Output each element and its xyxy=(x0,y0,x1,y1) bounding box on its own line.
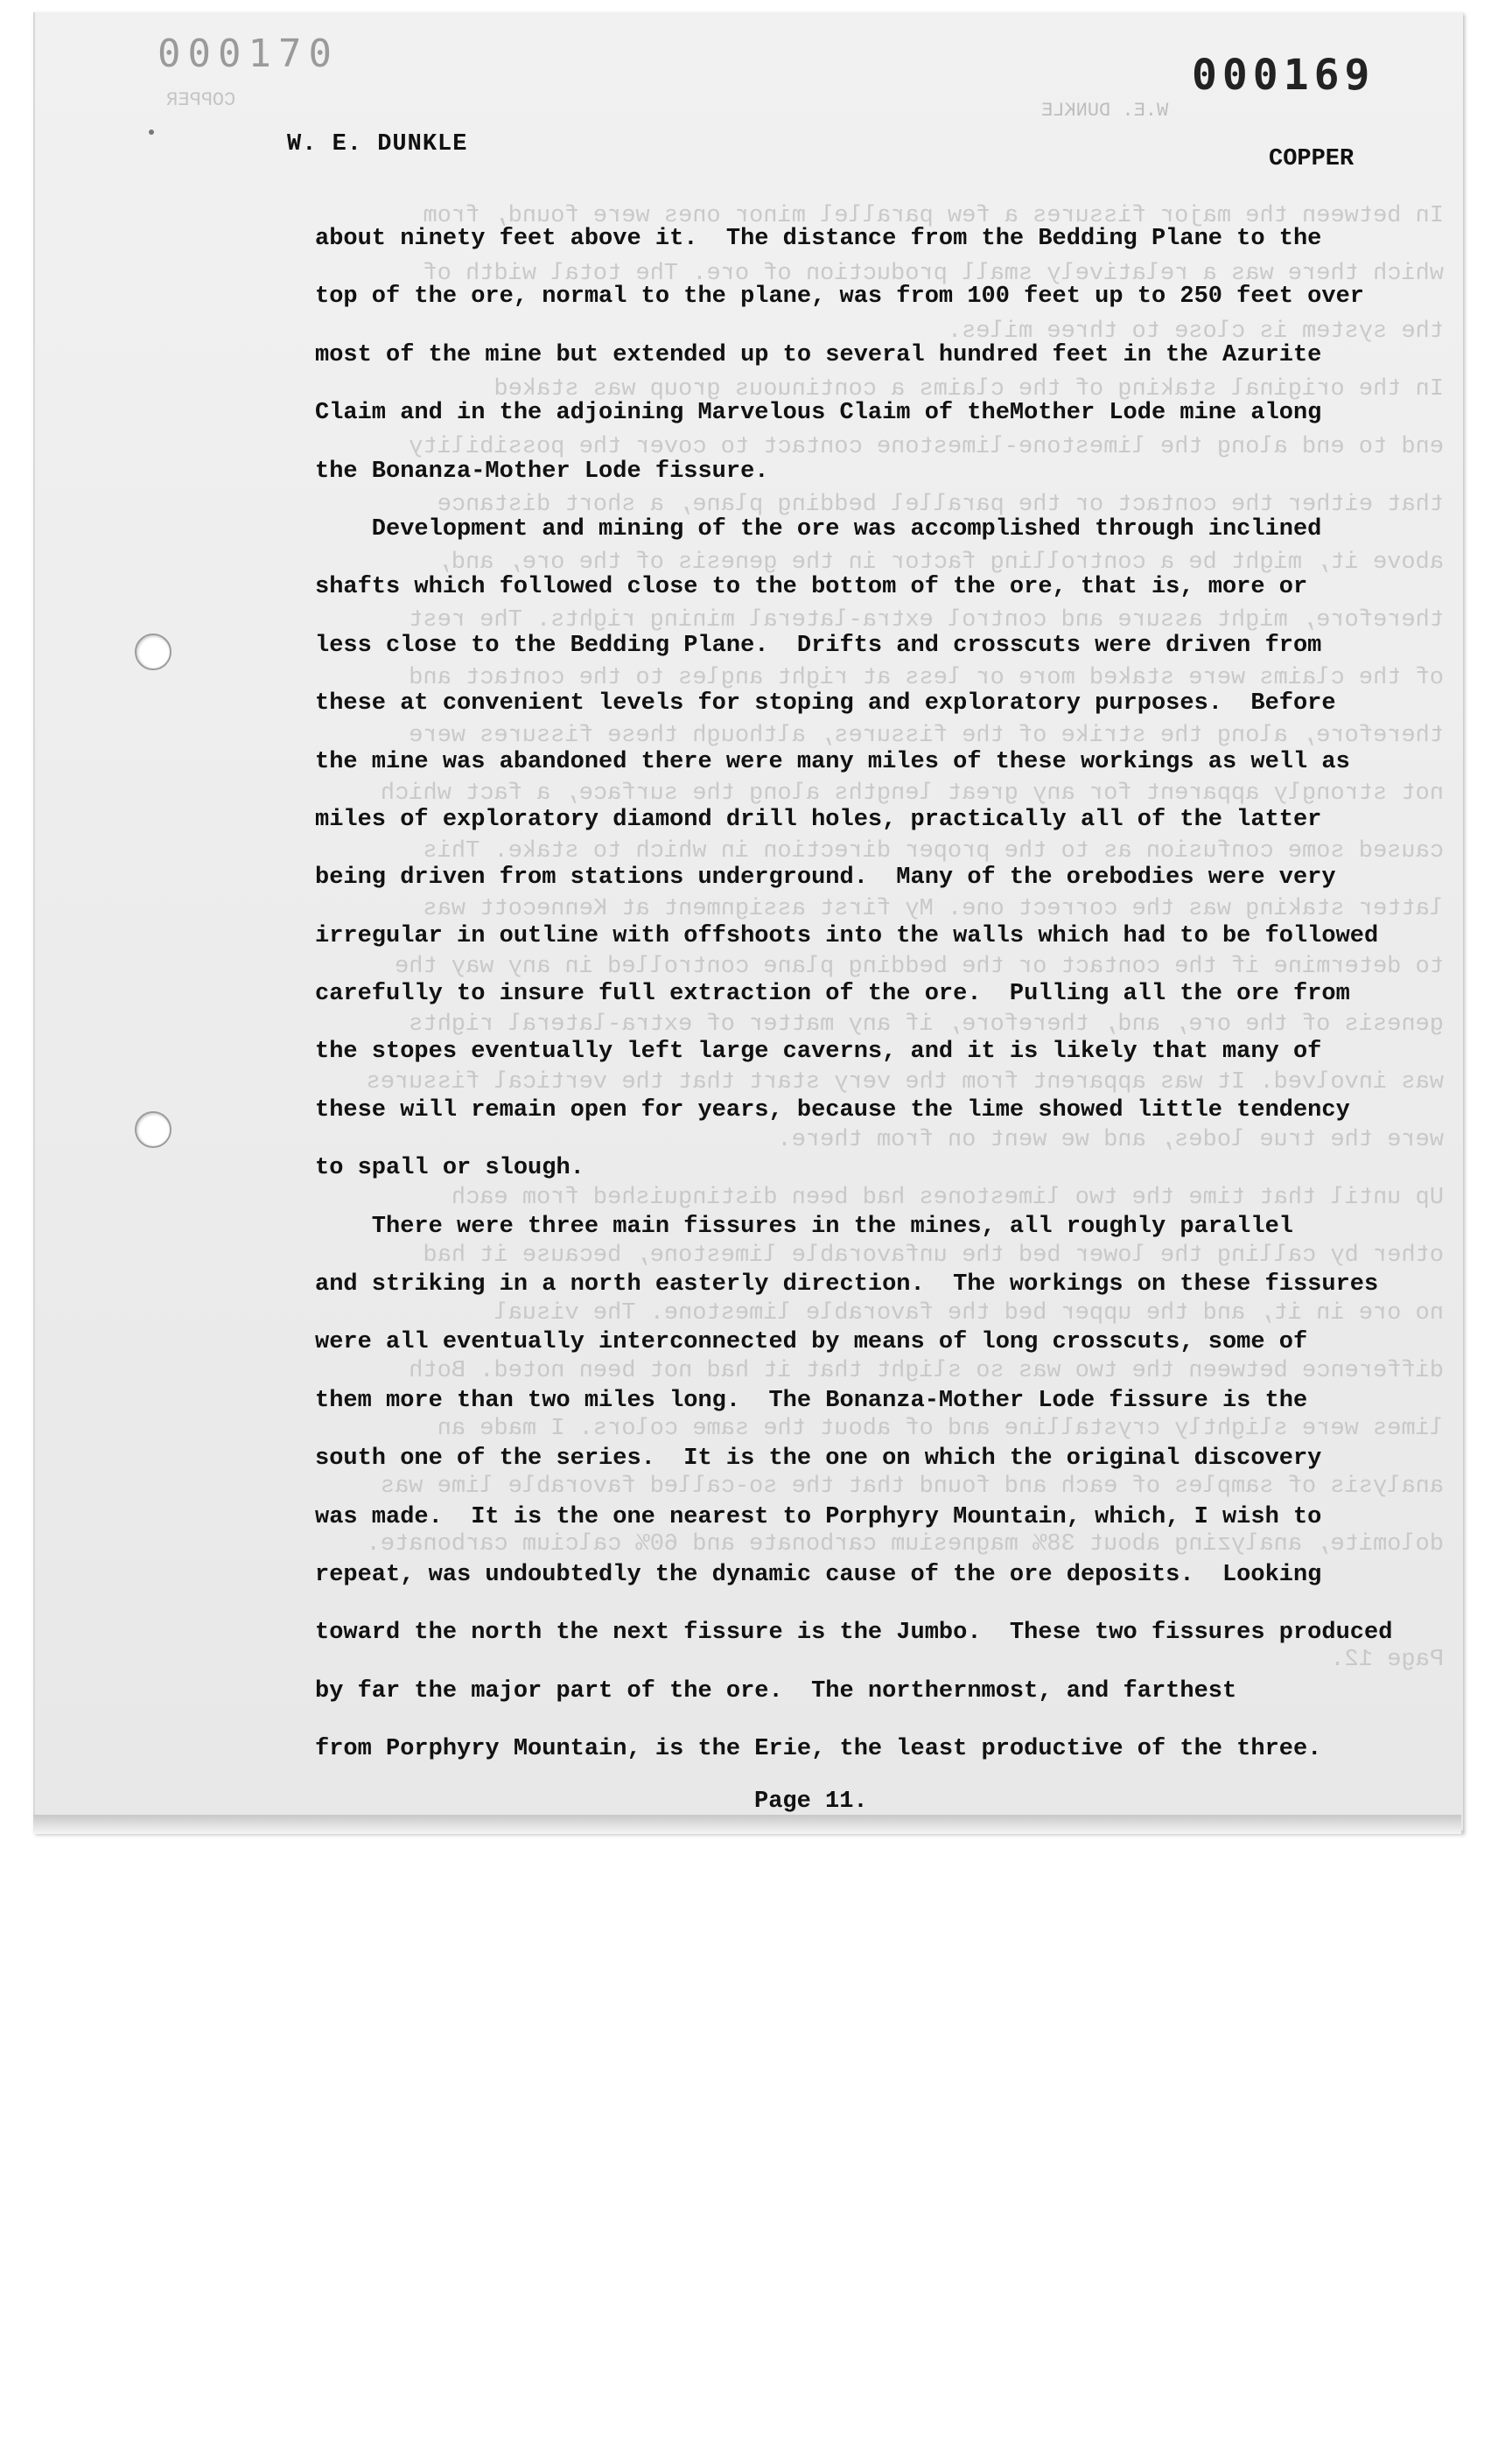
author-header: W. E. DUNKLE xyxy=(287,131,468,158)
punch-hole xyxy=(135,1111,172,1148)
text-line: repeat, was undoubtedly the dynamic cause of the ore deposits. Looking xyxy=(315,1561,1322,1588)
bleed-line: difference between the two was so slight that it had not been noted. Both xyxy=(409,1358,1444,1384)
text-line: the Bonanza-Mother Lode fissure. xyxy=(315,458,769,485)
text-line: the mine was abandoned there were many miles of these workings as well as xyxy=(315,748,1350,775)
bleed-line: of the claims were staked more or less at right angles to the contact and xyxy=(409,665,1444,691)
bleed-line: above it, might be a controlling factor in the genesis of the ore, and, xyxy=(437,550,1444,576)
text-line: from Porphyry Mountain, is the Erie, the least productive of the three. xyxy=(315,1736,1322,1763)
text-line: to spall or slough. xyxy=(315,1155,584,1182)
punch-hole xyxy=(135,634,172,670)
bleed-line: that either the contact or the parallel bedding plane, a short distance xyxy=(437,492,1444,518)
text-line: most of the mine but extended up to several hundred feet in the Azurite xyxy=(315,341,1322,368)
bleed-line: therefore, might assure and control extra-lateral mining rights. The rest xyxy=(409,607,1444,634)
text-line: miles of exploratory diamond drill holes, practically all of the latter xyxy=(315,806,1322,833)
bleed-line: which there was a relatively small production of ore. The total width of xyxy=(423,261,1444,287)
archive-stamp-faint: 000170 xyxy=(158,32,339,76)
bleed-line: limes were slightly crystalline and of about the same colors. I made an xyxy=(437,1416,1444,1442)
text-line: by far the major part of the ore. The northernmost, and farthest xyxy=(315,1677,1237,1704)
page-number: Page 11. xyxy=(754,1788,868,1815)
text-line: being driven from stations underground. Many of the orebodies were very xyxy=(315,864,1336,892)
text-line: irregular in outline with offshoots into the walls which had to be followed xyxy=(315,922,1379,949)
text-line: carefully to insure full extraction of the ore. Pulling all the ore from xyxy=(315,981,1350,1008)
bleed-line: was involved. It was apparent from the very start that the vertical fissures xyxy=(366,1069,1444,1096)
bleed-line: not strongly apparent for any great lengths along the surface, a fact which xyxy=(380,780,1444,807)
scan-edge-shadow xyxy=(33,1815,1461,1834)
text-line: Development and mining of the ore was accomplished through inclined xyxy=(315,515,1322,542)
bleed-line: analysis of samples of each and found that the so-called favorable lime was xyxy=(380,1474,1444,1500)
bleed-line: genesis of the ore, and, therefore, if any matter of extra-lateral rights xyxy=(409,1012,1444,1038)
text-line: and striking in a north easterly direction. The workings on these fissures xyxy=(315,1271,1379,1298)
bleed-line: no ore in it, and the upper bed the favorable limestone. The visual xyxy=(494,1300,1444,1326)
text-line: There were three main fissures in the mines, all roughly parallel xyxy=(315,1213,1293,1240)
bleed-through-header: W.E. DUNKLE xyxy=(1041,100,1169,122)
bleed-line: end to end along the limestone-limestone contact to cover the possibility xyxy=(409,434,1444,460)
text-line: them more than two miles long. The Bonanza-Mother Lode fissure is the xyxy=(315,1387,1308,1414)
bleed-line: to determine if the contact or the bedding plane controlled in any way the xyxy=(395,954,1444,980)
text-line: south one of the series. It is the one on which the original discovery xyxy=(315,1446,1322,1473)
text-line: less close to the Bedding Plane. Drifts and crosscuts were driven from xyxy=(315,632,1322,659)
text-line: was made. It is the one nearest to Porphyry Mountain, which, I wish to xyxy=(315,1503,1322,1530)
bleed-line: In between the major fissures a few parallel minor ones were found, from xyxy=(423,203,1444,229)
subject-header: COPPER xyxy=(1269,146,1354,172)
text-line: about ninety feet above it. The distance from the Bedding Plane to the xyxy=(315,226,1322,252)
bleed-through-subject: COPPER xyxy=(166,89,236,111)
text-line: top of the ore, normal to the plane, was from 100 feet up to 250 feet over xyxy=(315,284,1364,311)
bleed-line: Up until that time the two limestones had been distinguished from each xyxy=(451,1185,1444,1211)
text-line: these will remain open for years, because the lime showed little tendency xyxy=(315,1096,1350,1124)
bleed-line: caused some confusion as to the proper direction in which to stake. This xyxy=(423,838,1444,864)
ink-dot xyxy=(149,130,154,135)
text-line: shafts which followed close to the bottom of the ore, that is, more or xyxy=(315,574,1308,601)
bleed-line: the system is close to three miles. xyxy=(947,318,1444,345)
body-text xyxy=(315,210,1452,1779)
bleed-line: were the true lodes, and we went on from there. xyxy=(777,1127,1444,1153)
text-line: the stopes eventually left large caverns, and it is likely that many of xyxy=(315,1039,1322,1066)
text-line: these at convenient levels for stoping and exploratory purposes. Before xyxy=(315,690,1336,718)
text-line: were all eventually interconnected by means of long crosscuts, some of xyxy=(315,1329,1308,1356)
bleed-line: In the original staking of the claims a continuous group was staked xyxy=(494,376,1444,402)
bleed-line: therefore, along the strike of the fissures, although these fissures were xyxy=(409,723,1444,749)
document-page xyxy=(33,12,1463,1833)
bleed-line: latter staking was the correct one. My first assignment at Kennecott was xyxy=(423,896,1444,922)
archive-number-stamp: 000169 xyxy=(1192,51,1376,100)
bleed-line: dolomite, analyzing about 38% magnesium carbonate and 60% calcium carbonate. xyxy=(366,1531,1444,1558)
bleed-line: other by calling the lower bed the unfavorable limestone, because it had xyxy=(423,1242,1444,1269)
text-line: toward the north the next fissure is the Jumbo. These two fissures produced xyxy=(315,1620,1393,1647)
text-line: Claim and in the adjoining Marvelous Claim of theMother Lode mine along xyxy=(315,400,1322,427)
bleed-line: Page 12. xyxy=(1330,1647,1444,1673)
